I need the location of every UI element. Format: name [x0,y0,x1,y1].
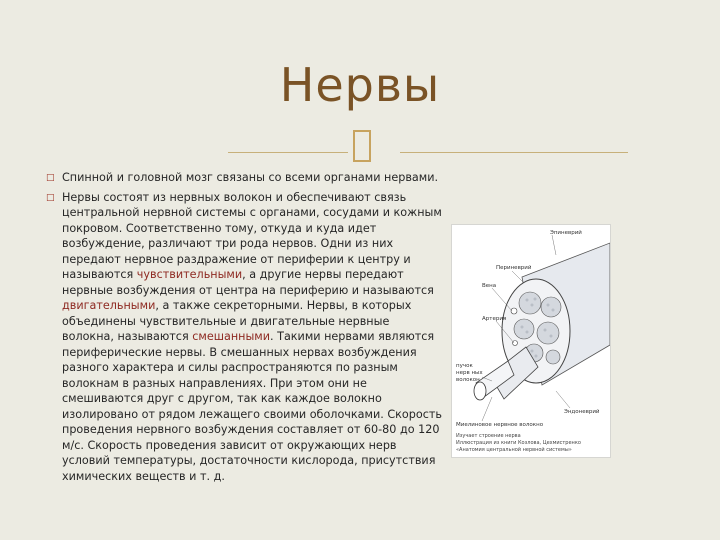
fiber-dot [531,350,534,353]
label-bundle-line2: нерв ных [456,370,483,376]
label-bundle-line1: пучок [456,363,473,369]
bullet-text-part: Нервы состоят из нервных волокон и обеспечивают связь центральной нервной системы с органами, сосудами и кожным покровом. Соответственно тому, откуда и куда идет возбуждение, различают три рода нервов. Одни из них передают нервное раздражение от периферии к центру и называются [62,190,442,281]
fiber-dot [534,298,537,301]
fiber-dot [544,329,547,332]
fiber-dot [531,304,534,307]
nerve-illustration [451,224,611,458]
nerve-diagram [452,225,610,457]
term-motor: двигательными [62,299,156,312]
bullet-text-part: , а также секреторными. Нервы, в которых объединены чувствительные и двигательные нервные волокна, называются [62,299,412,343]
label-myelin-fiber: Миелиновое нервное волокно [456,422,544,428]
title-divider-right [400,152,628,153]
term-sensory: чувствительными [136,268,243,281]
bullet-text: Спинной и головной мозг связаны со всеми органами нервами. [62,171,439,184]
label-vein: Вена [482,283,497,289]
label-artery: Артерия [482,316,507,322]
fascicle [541,297,561,317]
fiber-dot [526,331,529,334]
bullet-text [62,191,442,483]
caption-line-2: Иллюстрация из книги Козлова, Цехмистренко [456,440,581,446]
fascicle [519,292,541,314]
bullet-item [46,170,444,186]
title-divider-left [228,152,348,153]
slide-title: Нервы [279,58,441,112]
fascicle [514,319,534,339]
bullet-item [46,190,444,485]
caption-line-3: «Анатомия центральной нервной системы» [456,447,572,453]
term-mixed: смешанными [192,330,270,343]
caption-line-1: Изучает строение нерва [456,433,521,439]
bullet-marker-icon: □ [46,173,55,183]
placeholder-glyph-icon [353,130,371,162]
fiber-dot [521,326,524,329]
bullet-list [46,170,444,488]
label-epineurium: Эпиневрий [550,230,582,236]
label-perineurium: Периневрий [496,265,532,271]
label-bundle-line3: волокон [456,377,480,383]
leader-line [552,235,556,255]
leader-line [482,397,492,421]
bullet-marker-icon: □ [46,192,55,203]
bullet-text-part: , а другие нервы передают нервные возбуждения от центра на периферию и называются [62,268,434,297]
fiber-end [474,382,486,400]
fiber-dot [547,304,550,307]
fiber-dot [552,309,555,312]
label-endoneurium: Эндоневрий [564,409,600,415]
fascicle [537,322,559,344]
fascicle [546,350,560,364]
fiber-dot [526,299,529,302]
fiber-dot [550,335,553,338]
artery-vessel [513,341,518,346]
leader-line [556,391,570,408]
bullet-text-part: . Такими нервами являются периферические нервы. В смешанных нервах возбуждения разного характера и силы распространяются по разным волокнам в разных направлениях. При этом они не смешиваются друг с другом, так как каждое волокно изолировано от рядом лежащего своими оболочками. Скорость проведения нервного возбуждения составляет от 60-80 до 120 м/с. Скорость проведения зависит от окружающих нерв условий температуры, достаточности кислорода, присутствия химических веществ и т. д. [62,330,442,483]
fiber-dot [535,355,538,358]
